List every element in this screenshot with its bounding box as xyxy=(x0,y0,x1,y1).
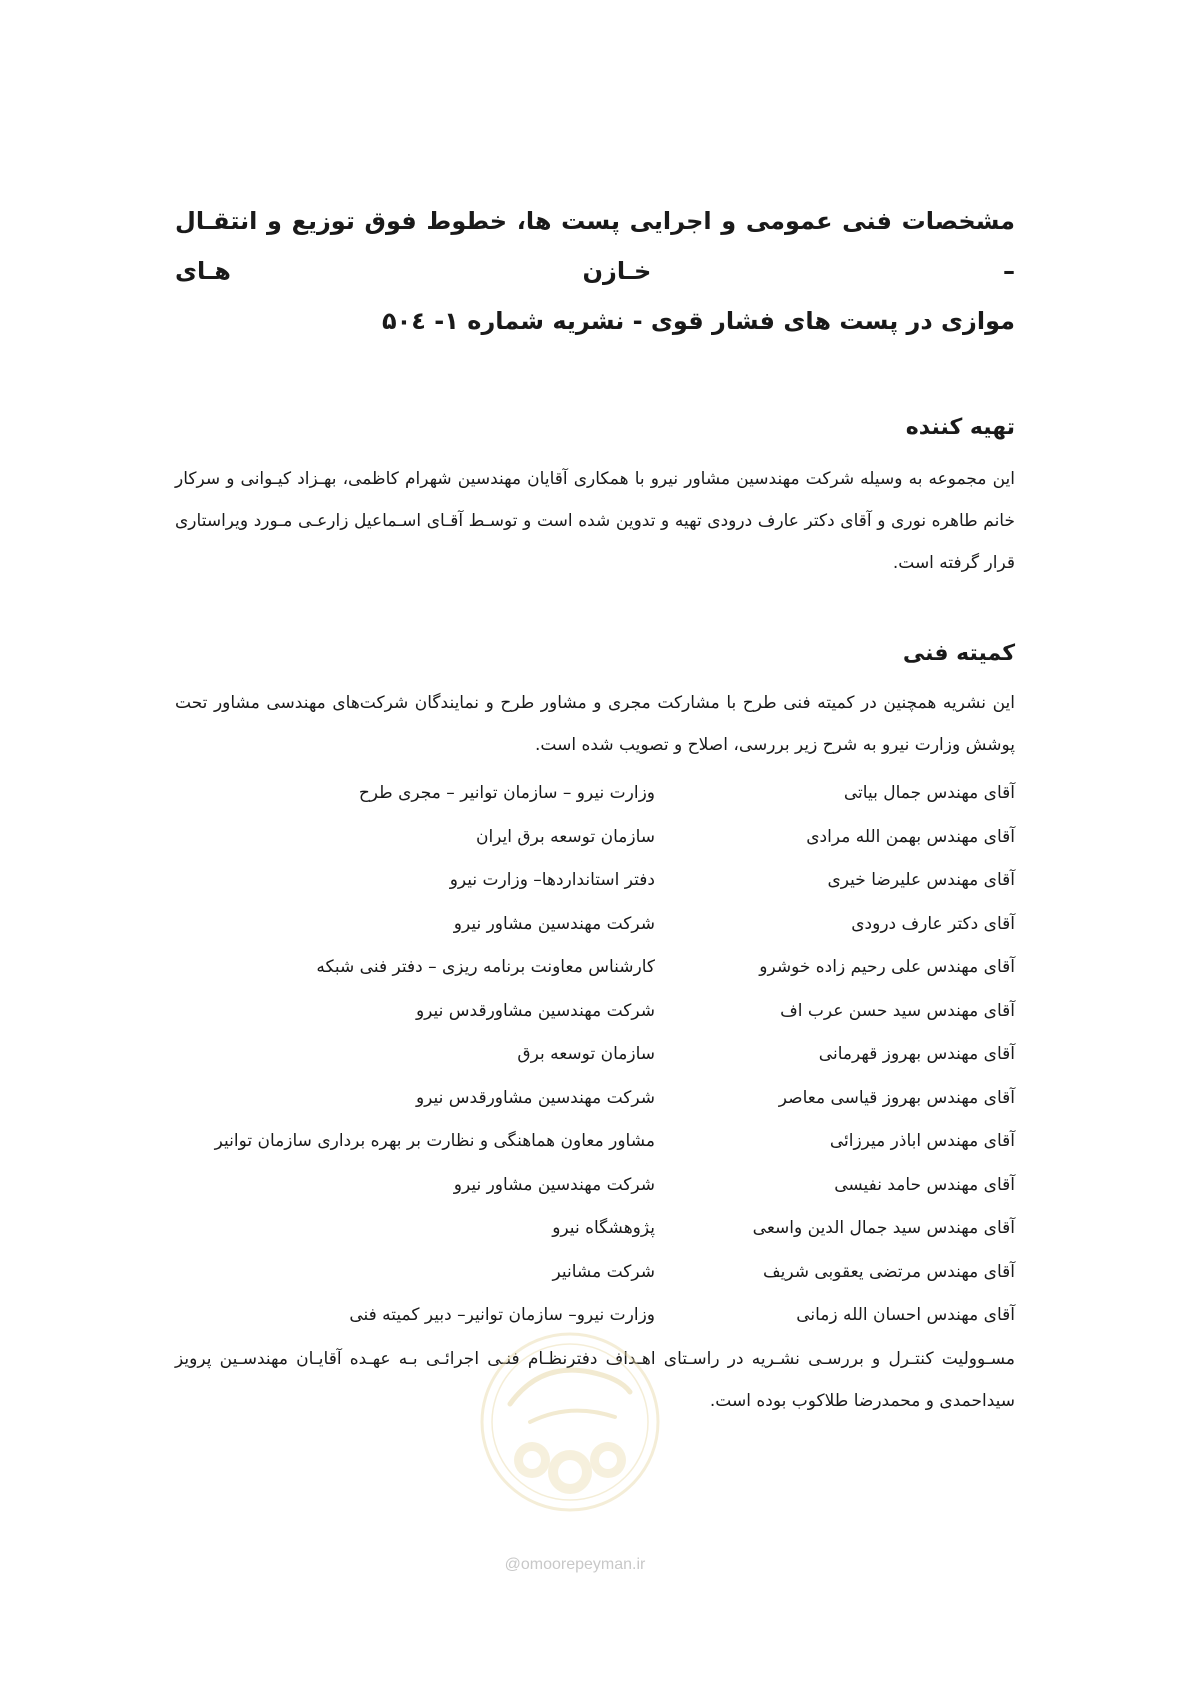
watermark-logo-icon xyxy=(470,1322,670,1532)
committee-members-list xyxy=(175,772,1015,1338)
member-name: آقای مهندس اباذر میرزائی xyxy=(829,1131,1015,1151)
member-name: آقای مهندس بهمن الله مرادی xyxy=(806,826,1015,847)
member-row xyxy=(175,990,1015,1034)
member-name: آقای مهندس سید حسن عرب اف xyxy=(780,1000,1015,1021)
member-affiliation: شرکت مشانیر xyxy=(552,1261,655,1282)
member-affiliation: شرکت مهندسین مشاورقدس نیرو xyxy=(415,1087,655,1108)
member-affiliation: سازمان توسعه برق xyxy=(517,1044,655,1064)
member-name: آقای مهندس جمال بیاتی xyxy=(843,783,1015,803)
member-name: آقای مهندس حامد نفیسی xyxy=(834,1174,1015,1195)
member-affiliation: سازمان توسعه برق ایران xyxy=(475,826,655,847)
committee-intro-paragraph: این نشریه همچنین در کمیته فنی طرح با مشارکت مجری و مشاور طرح و نمایندگان شرکت‌های مهندسی مشاور تحت پوشش وزارت نیرو به شرح زیر بررسی، اصلاح و تصویب شده است. xyxy=(175,693,1015,755)
document-title xyxy=(175,196,1015,346)
committee-heading: کمیته فنی xyxy=(902,641,1015,666)
member-row xyxy=(175,772,1015,816)
document-content xyxy=(175,196,1015,1422)
member-name: آقای مهندس مرتضی یعقوبی شریف xyxy=(763,1261,1015,1282)
watermark-url: @omoorepeyman.ir xyxy=(504,1556,646,1573)
member-affiliation: شرکت مهندسین مشاور نیرو xyxy=(453,1174,655,1195)
member-affiliation: وزارت نیرو – سازمان توانیر – مجری طرح xyxy=(358,783,655,803)
member-name: آقای مهندس علیرضا خیری xyxy=(827,870,1015,890)
member-row xyxy=(175,1077,1015,1121)
member-row xyxy=(175,1164,1015,1208)
member-affiliation: کارشناس معاونت برنامه ریزی – دفتر فنی شبکه xyxy=(316,957,655,977)
member-affiliation: شرکت مهندسین مشاورقدس نیرو xyxy=(415,1000,655,1021)
member-name: آقای مهندس سید جمال الدین واسعی xyxy=(752,1218,1015,1238)
member-affiliation: دفتر استانداردها– وزارت نیرو xyxy=(449,870,655,890)
member-name: آقای مهندس علی رحیم زاده خوشرو xyxy=(759,957,1015,977)
member-affiliation: پژوهشگاه نیرو xyxy=(552,1218,655,1238)
member-row xyxy=(175,1120,1015,1164)
preparer-heading: تهیه کننده xyxy=(905,415,1015,440)
responsibility-paragraph: مسـوولیت کنتـرل و بررسـی نشـریه در راسـتای اهـداف دفترنظـام فنـی اجرائـی بـه عهـده آقایـان مهندسـین پرویز سیداحمدی و محمدرضا طلاکوب بوده است. xyxy=(175,1348,1015,1411)
member-affiliation: مشاور معاون هماهنگی و نظارت بر بهره برداری سازمان توانیر xyxy=(214,1131,655,1151)
member-row xyxy=(175,1033,1015,1077)
member-row xyxy=(175,1207,1015,1251)
member-row xyxy=(175,1251,1015,1295)
member-affiliation: وزارت نیرو– سازمان توانیر– دبیر کمیته فنی xyxy=(349,1305,655,1325)
member-row xyxy=(175,816,1015,860)
preparer-paragraph: این مجموعه به وسیله شرکت مهندسین مشاور نیرو با همکاری آقایان مهندسین شهرام کاظمی، بهـزاد کیـوانی و سرکار خانم طاهره نوری و آقای دکتر عارف درودی تهیه و تدوین شده است و توسـط آقـای اسـماعیل زارعـی مـورد ویراستاری قرار گرفته است. xyxy=(175,469,1015,573)
member-name: آقای دکتر عارف درودی xyxy=(851,913,1015,934)
title-line-1: مشخصات فنی عمومی و اجرایی پست ها، خطوط فوق توزیع و انتقـال – خـازن هـای xyxy=(175,207,1015,285)
member-row xyxy=(175,946,1015,990)
member-row xyxy=(175,859,1015,903)
title-line-2: موازی در پست های فشار قوی - نشریه شماره ۱- ۵۰٤ xyxy=(381,307,1015,335)
member-name: آقای مهندس بهروز قیاسی معاصر xyxy=(778,1087,1015,1108)
member-name: آقای مهندس بهروز قهرمانی xyxy=(818,1044,1015,1064)
member-row xyxy=(175,903,1015,947)
member-name: آقای مهندس احسان الله زمانی xyxy=(796,1305,1015,1325)
member-affiliation: شرکت مهندسین مشاور نیرو xyxy=(453,913,655,934)
